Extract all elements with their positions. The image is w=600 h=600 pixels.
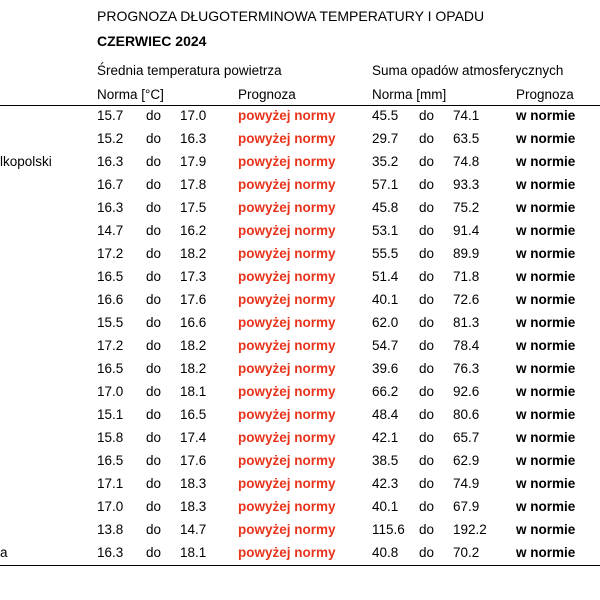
precipitation-section-header: Suma opadów atmosferycznych bbox=[372, 63, 564, 78]
table-row bbox=[0, 428, 600, 451]
precip-norm-low: 115.6 bbox=[372, 522, 405, 537]
temp-norm-low: 17.1 bbox=[97, 476, 124, 491]
temp-norm-high: 17.8 bbox=[180, 177, 207, 192]
precip-range-separator: do bbox=[419, 154, 435, 169]
precip-forecast: w normie bbox=[516, 200, 576, 215]
precip-range-separator: do bbox=[419, 476, 435, 491]
precip-norm-low: 39.6 bbox=[372, 361, 399, 376]
temp-range-separator: do bbox=[146, 177, 162, 192]
precip-norm-high: 192.2 bbox=[453, 522, 487, 537]
temp-norm-high: 17.4 bbox=[180, 430, 207, 445]
temp-range-separator: do bbox=[146, 108, 162, 123]
precip-norm-high: 89.9 bbox=[453, 246, 480, 261]
temp-forecast: powyżej normy bbox=[238, 545, 336, 560]
temp-forecast: powyżej normy bbox=[238, 384, 336, 399]
precip-norm-low: 42.3 bbox=[372, 476, 399, 491]
precip-forecast: w normie bbox=[516, 131, 576, 146]
temp-forecast: powyżej normy bbox=[238, 177, 336, 192]
temp-norm-high: 18.1 bbox=[180, 384, 207, 399]
precip-norm-high: 93.3 bbox=[453, 177, 480, 192]
temp-norm-low: 17.2 bbox=[97, 246, 124, 261]
precip-range-separator: do bbox=[419, 223, 435, 238]
table-row bbox=[0, 382, 600, 405]
table-row bbox=[0, 336, 600, 359]
precip-forecast: w normie bbox=[516, 108, 576, 123]
page-title: PROGNOZA DŁUGOTERMINOWA TEMPERATURY I OPADU bbox=[97, 8, 485, 24]
table-row bbox=[0, 474, 600, 497]
precip-norm-low: 57.1 bbox=[372, 177, 399, 192]
precip-range-separator: do bbox=[419, 384, 435, 399]
precip-forecast: w normie bbox=[516, 453, 576, 468]
precip-range-separator: do bbox=[419, 499, 435, 514]
table-row bbox=[0, 244, 600, 267]
table-row bbox=[0, 359, 600, 382]
temp-norm-low: 16.3 bbox=[97, 545, 124, 560]
precip-forecast: w normie bbox=[516, 315, 576, 330]
precip-norm-high: 72.6 bbox=[453, 292, 480, 307]
temp-norm-low: 16.6 bbox=[97, 292, 124, 307]
temp-norm-low: 15.8 bbox=[97, 430, 124, 445]
precip-norm-high: 81.3 bbox=[453, 315, 480, 330]
temp-forecast: powyżej normy bbox=[238, 361, 336, 376]
precip-range-separator: do bbox=[419, 361, 435, 376]
temp-norm-high: 17.0 bbox=[180, 108, 207, 123]
precip-norm-low: 35.2 bbox=[372, 154, 399, 169]
table-row bbox=[0, 175, 600, 198]
temp-range-separator: do bbox=[146, 246, 162, 261]
temp-range-separator: do bbox=[146, 499, 162, 514]
precip-range-separator: do bbox=[419, 407, 435, 422]
temp-norm-low: 15.2 bbox=[97, 131, 124, 146]
temp-range-separator: do bbox=[146, 453, 162, 468]
precip-norm-low: 62.0 bbox=[372, 315, 399, 330]
temp-norm-high: 18.2 bbox=[180, 338, 207, 353]
table-row bbox=[0, 198, 600, 221]
temp-forecast: powyżej normy bbox=[238, 292, 336, 307]
table-row bbox=[0, 543, 600, 566]
precip-norm-low: 40.8 bbox=[372, 545, 399, 560]
precip-forecast: w normie bbox=[516, 154, 576, 169]
precip-forecast: w normie bbox=[516, 407, 576, 422]
region-name: a bbox=[0, 545, 8, 560]
temp-range-separator: do bbox=[146, 338, 162, 353]
precip-norm-low: 66.2 bbox=[372, 384, 399, 399]
temp-norm-high: 18.1 bbox=[180, 545, 207, 560]
table-row bbox=[0, 106, 600, 129]
temp-forecast: powyżej normy bbox=[238, 223, 336, 238]
precip-norm-low: 54.7 bbox=[372, 338, 399, 353]
page-subtitle: CZERWIEC 2024 bbox=[97, 33, 207, 49]
temp-norm-high: 18.2 bbox=[180, 246, 207, 261]
precip-norm-low: 45.5 bbox=[372, 108, 399, 123]
precip-range-separator: do bbox=[419, 131, 435, 146]
temp-forecast: powyżej normy bbox=[238, 499, 336, 514]
precip-norm-low: 55.5 bbox=[372, 246, 399, 261]
temp-forecast: powyżej normy bbox=[238, 131, 336, 146]
precip-range-separator: do bbox=[419, 269, 435, 284]
temp-norm-high: 18.3 bbox=[180, 476, 207, 491]
precip-norm-high: 92.6 bbox=[453, 384, 480, 399]
table-row bbox=[0, 405, 600, 428]
temp-range-separator: do bbox=[146, 315, 162, 330]
temp-norm-high: 16.6 bbox=[180, 315, 207, 330]
temp-norm-low: 15.5 bbox=[97, 315, 124, 330]
precip-forecast: w normie bbox=[516, 430, 576, 445]
temp-norm-high: 14.7 bbox=[180, 522, 207, 537]
precip-norm-high: 67.9 bbox=[453, 499, 480, 514]
precip-norm-high: 76.3 bbox=[453, 361, 480, 376]
precip-range-separator: do bbox=[419, 200, 435, 215]
precip-range-separator: do bbox=[419, 453, 435, 468]
precip-range-separator: do bbox=[419, 292, 435, 307]
temp-norm-low: 13.8 bbox=[97, 522, 124, 537]
precip-norm-high: 75.2 bbox=[453, 200, 480, 215]
precip-range-separator: do bbox=[419, 246, 435, 261]
precip-forecast-header: Prognoza bbox=[516, 87, 574, 102]
temp-norm-low: 16.7 bbox=[97, 177, 124, 192]
precip-norm-high: 74.1 bbox=[453, 108, 480, 123]
precip-norm-low: 53.1 bbox=[372, 223, 399, 238]
table-row bbox=[0, 221, 600, 244]
table-row bbox=[0, 267, 600, 290]
temp-forecast: powyżej normy bbox=[238, 522, 336, 537]
precip-norm-low: 45.8 bbox=[372, 200, 399, 215]
precip-norm-high: 74.8 bbox=[453, 154, 480, 169]
temp-range-separator: do bbox=[146, 269, 162, 284]
precip-norm-low: 42.1 bbox=[372, 430, 399, 445]
precip-forecast: w normie bbox=[516, 223, 576, 238]
temp-norm-low: 16.3 bbox=[97, 154, 124, 169]
table-row bbox=[0, 152, 600, 175]
temp-forecast: powyżej normy bbox=[238, 476, 336, 491]
precip-norm-low: 38.5 bbox=[372, 453, 399, 468]
precip-norm-high: 71.8 bbox=[453, 269, 480, 284]
temp-norm-low: 15.1 bbox=[97, 407, 124, 422]
temp-range-separator: do bbox=[146, 131, 162, 146]
precip-norm-header: Norma [mm] bbox=[372, 87, 447, 102]
temperature-section-header: Średnia temperatura powietrza bbox=[97, 63, 282, 78]
temp-norm-low: 14.7 bbox=[97, 223, 124, 238]
temp-forecast: powyżej normy bbox=[238, 338, 336, 353]
precip-norm-high: 74.9 bbox=[453, 476, 480, 491]
precip-norm-high: 63.5 bbox=[453, 131, 480, 146]
temp-forecast: powyżej normy bbox=[238, 315, 336, 330]
precip-norm-high: 91.4 bbox=[453, 223, 480, 238]
precip-norm-low: 40.1 bbox=[372, 499, 399, 514]
temp-forecast: powyżej normy bbox=[238, 108, 336, 123]
temp-norm-low: 17.2 bbox=[97, 338, 124, 353]
precip-forecast: w normie bbox=[516, 338, 576, 353]
precip-forecast: w normie bbox=[516, 292, 576, 307]
precip-norm-high: 65.7 bbox=[453, 430, 480, 445]
temp-norm-low: 17.0 bbox=[97, 499, 124, 514]
temp-range-separator: do bbox=[146, 200, 162, 215]
precip-norm-low: 29.7 bbox=[372, 131, 399, 146]
precip-forecast: w normie bbox=[516, 384, 576, 399]
temp-forecast: powyżej normy bbox=[238, 269, 336, 284]
precip-norm-low: 48.4 bbox=[372, 407, 399, 422]
precip-norm-high: 80.6 bbox=[453, 407, 480, 422]
temp-range-separator: do bbox=[146, 476, 162, 491]
temp-norm-low: 16.3 bbox=[97, 200, 124, 215]
temp-range-separator: do bbox=[146, 292, 162, 307]
temp-range-separator: do bbox=[146, 407, 162, 422]
precip-norm-high: 78.4 bbox=[453, 338, 480, 353]
temp-range-separator: do bbox=[146, 223, 162, 238]
temp-range-separator: do bbox=[146, 361, 162, 376]
temp-norm-low: 17.0 bbox=[97, 384, 124, 399]
precip-forecast: w normie bbox=[516, 361, 576, 376]
temp-norm-low: 15.7 bbox=[97, 108, 124, 123]
table-row bbox=[0, 497, 600, 520]
precip-norm-high: 62.9 bbox=[453, 453, 480, 468]
precip-forecast: w normie bbox=[516, 499, 576, 514]
temp-norm-high: 16.2 bbox=[180, 223, 207, 238]
temp-norm-high: 16.5 bbox=[180, 407, 207, 422]
temp-forecast: powyżej normy bbox=[238, 246, 336, 261]
temp-norm-low: 16.5 bbox=[97, 269, 124, 284]
table-row bbox=[0, 290, 600, 313]
temp-norm-low: 16.5 bbox=[97, 453, 124, 468]
precip-norm-low: 40.1 bbox=[372, 292, 399, 307]
temp-norm-high: 16.3 bbox=[180, 131, 207, 146]
region-name: lkopolski bbox=[0, 154, 52, 169]
temp-range-separator: do bbox=[146, 522, 162, 537]
precip-norm-high: 70.2 bbox=[453, 545, 480, 560]
precip-forecast: w normie bbox=[516, 269, 576, 284]
precip-norm-low: 51.4 bbox=[372, 269, 399, 284]
precip-range-separator: do bbox=[419, 545, 435, 560]
temp-norm-high: 17.6 bbox=[180, 453, 207, 468]
temp-forecast: powyżej normy bbox=[238, 154, 336, 169]
precip-range-separator: do bbox=[419, 338, 435, 353]
temp-forecast-header: Prognoza bbox=[238, 87, 296, 102]
temp-norm-high: 18.3 bbox=[180, 499, 207, 514]
precip-range-separator: do bbox=[419, 177, 435, 192]
temp-forecast: powyżej normy bbox=[238, 407, 336, 422]
temp-norm-high: 17.3 bbox=[180, 269, 207, 284]
precip-forecast: w normie bbox=[516, 545, 576, 560]
table-row bbox=[0, 313, 600, 336]
table-row bbox=[0, 129, 600, 152]
precip-forecast: w normie bbox=[516, 177, 576, 192]
temp-norm-header: Norma [°C] bbox=[97, 87, 164, 102]
temp-range-separator: do bbox=[146, 430, 162, 445]
temp-norm-high: 17.9 bbox=[180, 154, 207, 169]
precip-forecast: w normie bbox=[516, 476, 576, 491]
table-row bbox=[0, 520, 600, 543]
temp-norm-high: 17.5 bbox=[180, 200, 207, 215]
temp-norm-low: 16.5 bbox=[97, 361, 124, 376]
temp-norm-high: 18.2 bbox=[180, 361, 207, 376]
temp-forecast: powyżej normy bbox=[238, 430, 336, 445]
temp-norm-high: 17.6 bbox=[180, 292, 207, 307]
precip-range-separator: do bbox=[419, 522, 435, 537]
precip-range-separator: do bbox=[419, 315, 435, 330]
table-row bbox=[0, 451, 600, 474]
temp-range-separator: do bbox=[146, 154, 162, 169]
temp-range-separator: do bbox=[146, 545, 162, 560]
table-bottom-border bbox=[0, 565, 600, 566]
temp-forecast: powyżej normy bbox=[238, 453, 336, 468]
temp-forecast: powyżej normy bbox=[238, 200, 336, 215]
temp-range-separator: do bbox=[146, 384, 162, 399]
precip-range-separator: do bbox=[419, 430, 435, 445]
precip-forecast: w normie bbox=[516, 522, 576, 537]
precip-forecast: w normie bbox=[516, 246, 576, 261]
precip-range-separator: do bbox=[419, 108, 435, 123]
